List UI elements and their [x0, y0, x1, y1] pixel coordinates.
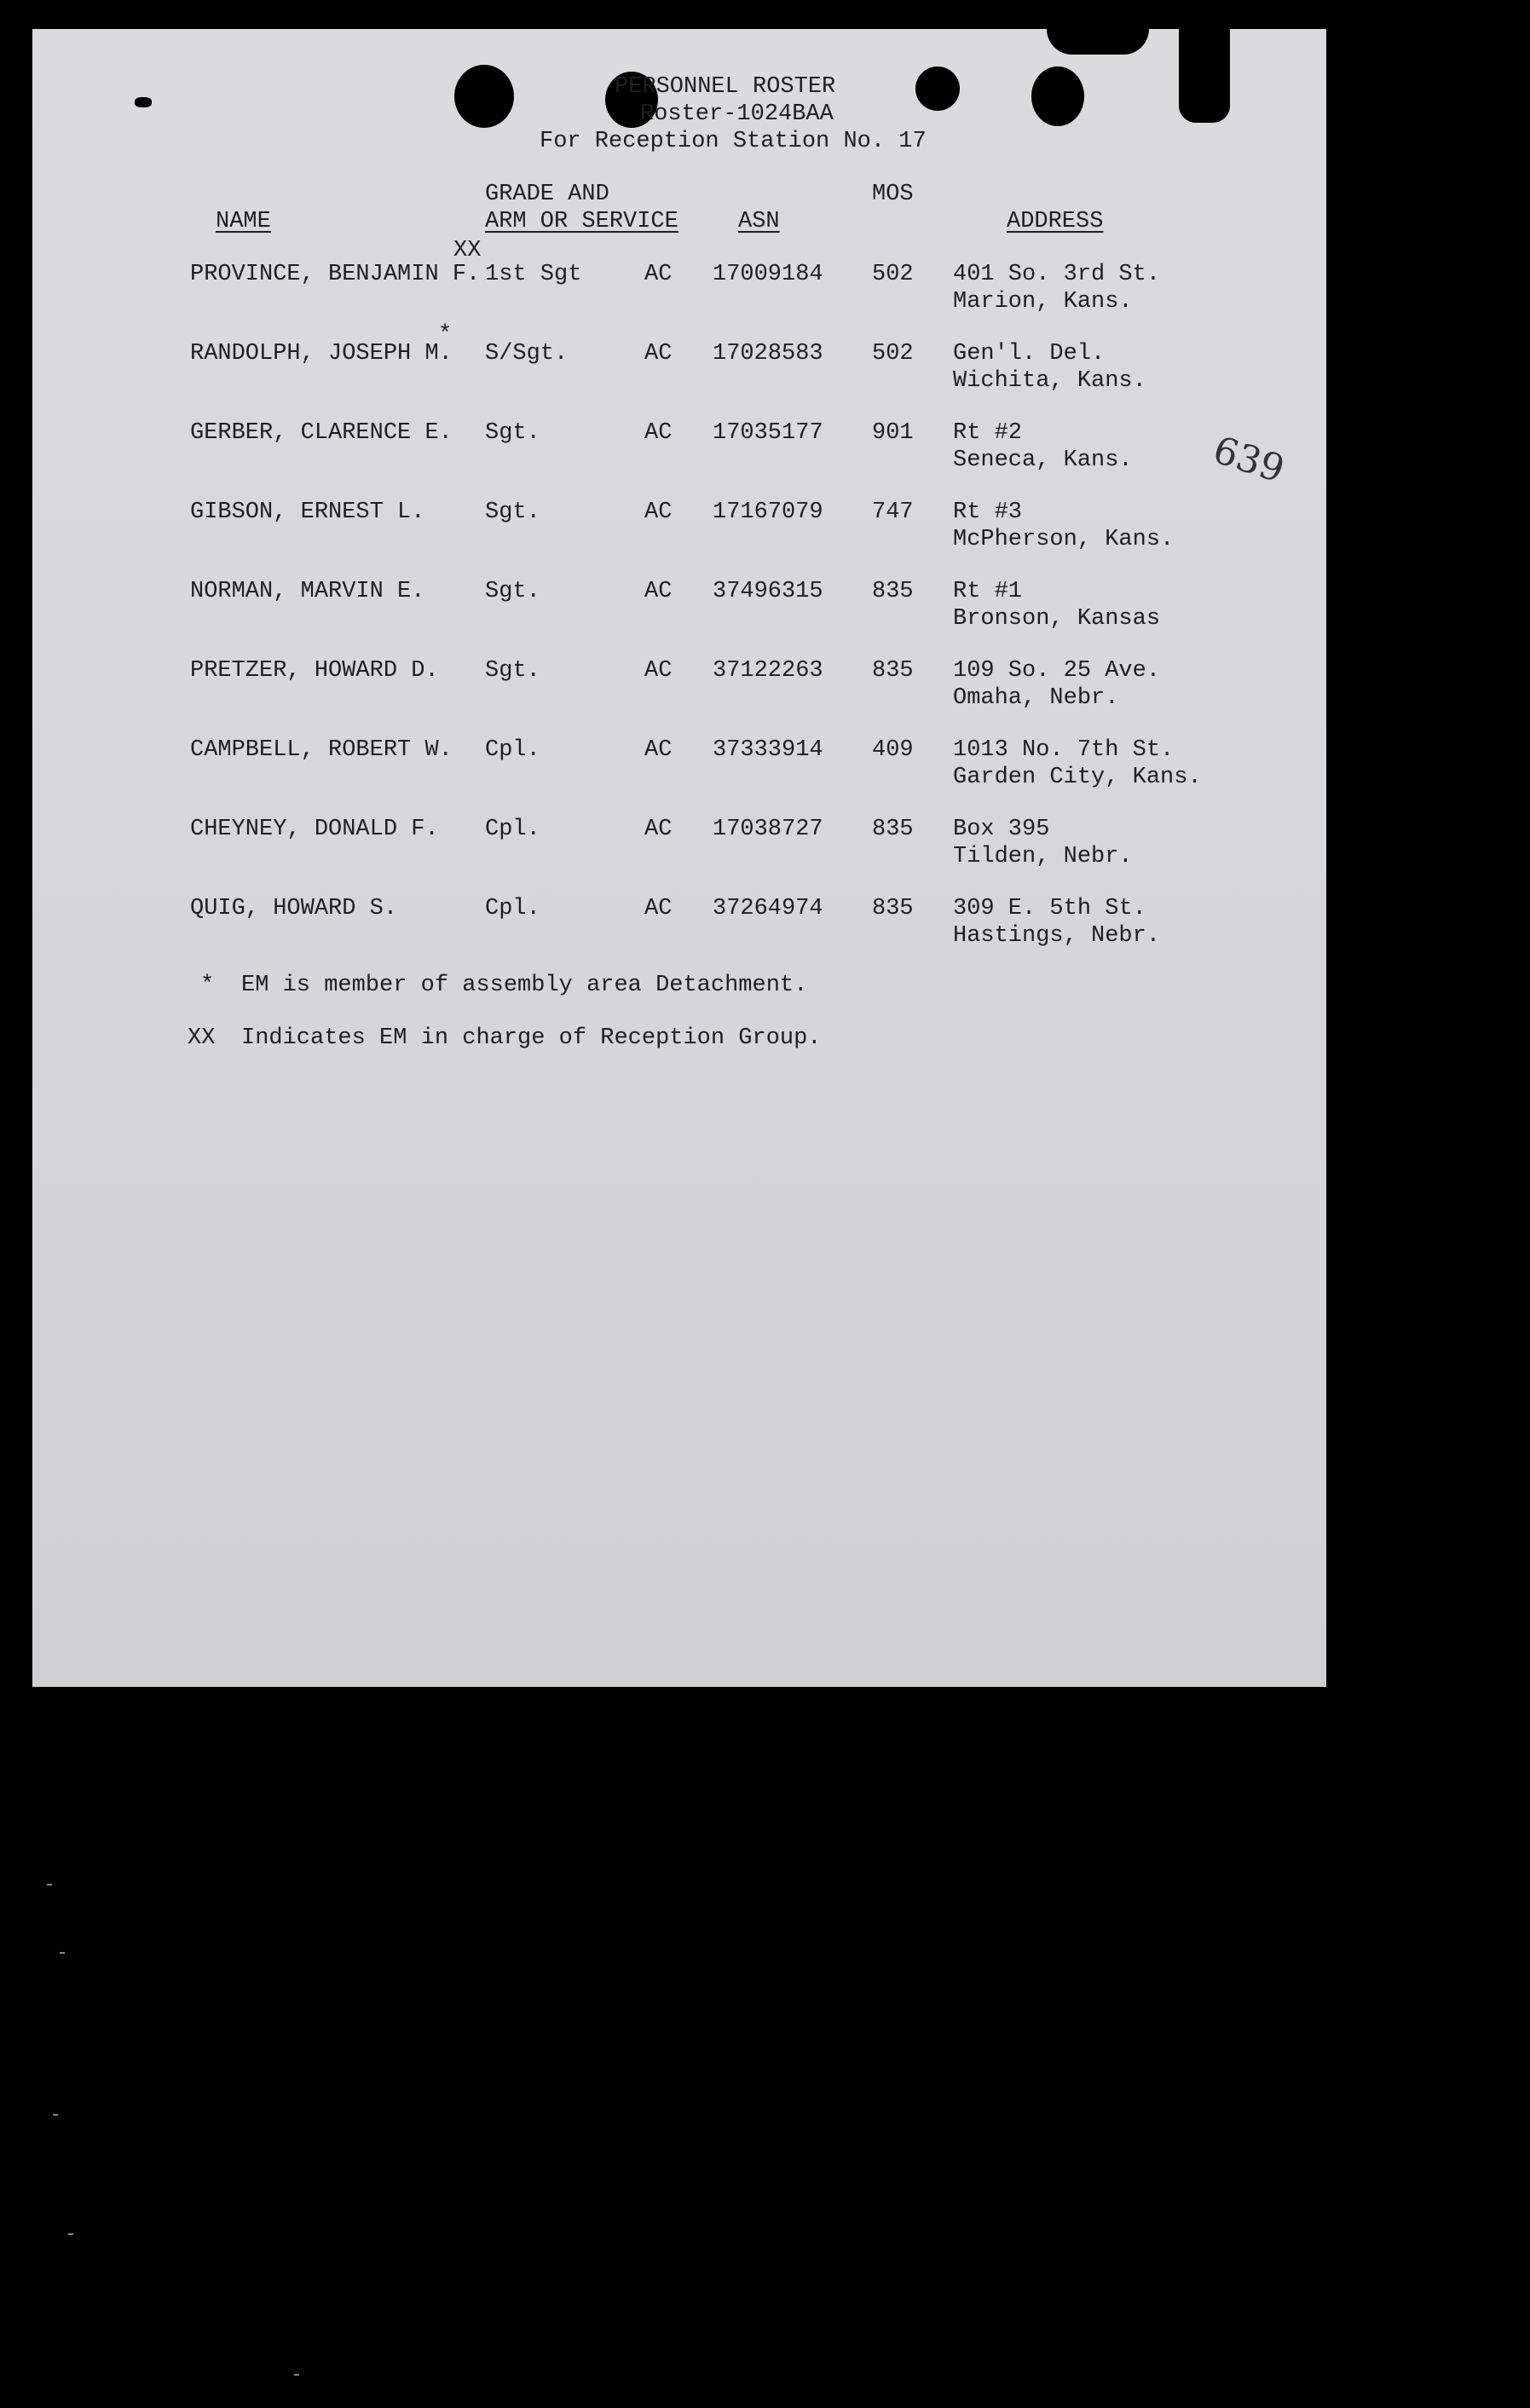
cell-grade: Sgt. — [485, 420, 540, 446]
cell-service: AC — [644, 579, 673, 604]
cell-address-line1: Rt #2 — [953, 420, 1023, 446]
cell-grade: S/Sgt. — [485, 341, 569, 367]
cell-asn: 37333914 — [713, 737, 823, 763]
cell-grade: Cpl. — [485, 737, 540, 763]
cell-ssn: 835 — [872, 579, 914, 604]
column-header-grade-1: GRADE AND — [485, 182, 609, 207]
cell-address-line1: Box 395 — [953, 817, 1050, 842]
cell-ssn: 835 — [872, 817, 914, 842]
document-page — [32, 29, 1326, 1687]
scan-speck — [294, 2374, 299, 2376]
cell-ssn: 502 — [872, 262, 914, 287]
scan-blot — [135, 97, 152, 107]
cell-address-line2: Bronson, Kansas — [953, 606, 1161, 632]
cell-service: AC — [644, 341, 673, 367]
row-marker: * — [438, 322, 453, 348]
cell-address-line1: 401 So. 3rd St. — [953, 262, 1161, 287]
cell-asn: 37264974 — [713, 896, 823, 921]
column-header-grade-2: ARM OR SERVICE — [485, 209, 678, 234]
cell-address-line1: Gen'l. Del. — [953, 341, 1106, 367]
cell-asn: 17028583 — [713, 341, 823, 367]
cell-service: AC — [644, 737, 673, 763]
cell-asn: 37496315 — [713, 579, 823, 604]
cell-address-line2: Omaha, Nebr. — [953, 685, 1119, 711]
cell-ssn: 901 — [872, 420, 914, 446]
punch-hole — [1031, 66, 1084, 126]
cell-asn: 37122263 — [713, 658, 823, 684]
handwritten-page-number: 639 — [1208, 428, 1290, 492]
scan-speck — [53, 2114, 58, 2116]
cell-grade: Sgt. — [485, 658, 540, 684]
cell-asn: 17035177 — [713, 420, 823, 446]
cell-address-line1: 1013 No. 7th St. — [953, 737, 1175, 763]
cell-asn: 17038727 — [713, 817, 823, 842]
cell-address-line1: 109 So. 25 Ave. — [953, 658, 1161, 684]
cell-name: CAMPBELL, ROBERT W. — [190, 737, 453, 763]
scan-blot — [1179, 29, 1230, 123]
cell-service: AC — [644, 500, 673, 525]
note-text: EM is member of assembly area Detachment. — [241, 973, 808, 998]
cell-address-line2: Seneca, Kans. — [953, 448, 1133, 473]
cell-address-line2: McPherson, Kans. — [953, 527, 1175, 552]
cell-grade: Sgt. — [485, 500, 540, 525]
cell-address-line2: Tilden, Nebr. — [953, 844, 1133, 869]
cell-grade: Cpl. — [485, 896, 540, 921]
cell-name: CHEYNEY, DONALD F. — [190, 817, 439, 842]
cell-name: NORMAN, MARVIN E. — [190, 579, 425, 604]
cell-ssn: 835 — [872, 896, 914, 921]
punch-hole — [915, 66, 960, 111]
cell-asn: 17167079 — [713, 500, 823, 525]
column-header-address: ADDRESS — [1007, 209, 1104, 234]
row-marker: XX — [453, 238, 482, 263]
roster-number: Roster-1024BAA — [640, 101, 834, 127]
cell-grade: 1st Sgt — [485, 262, 582, 287]
cell-service: AC — [644, 420, 673, 446]
scan-speck — [68, 2233, 73, 2235]
cell-ssn: 409 — [872, 737, 914, 763]
scan-speck — [47, 1884, 52, 1885]
cell-address-line2: Marion, Kans. — [953, 289, 1133, 315]
note-text: Indicates EM in charge of Reception Group. — [241, 1025, 822, 1051]
punch-hole — [454, 65, 514, 128]
column-header-mos: MOS — [872, 182, 914, 207]
note-symbol: XX — [188, 1025, 216, 1051]
cell-name: PRETZER, HOWARD D. — [190, 658, 439, 684]
cell-address-line1: Rt #3 — [953, 500, 1023, 525]
cell-name: GERBER, CLARENCE E. — [190, 420, 453, 446]
cell-grade: Sgt. — [485, 579, 540, 604]
cell-asn: 17009184 — [713, 262, 823, 287]
cell-ssn: 835 — [872, 658, 914, 684]
cell-name: PROVINCE, BENJAMIN F. — [190, 262, 481, 287]
station-line: For Reception Station No. 17 — [540, 129, 927, 154]
column-header-asn: ASN — [738, 209, 780, 234]
scan-speck — [60, 1952, 65, 1954]
cell-ssn: 502 — [872, 341, 914, 367]
scan-blot — [1047, 29, 1149, 55]
note-symbol: * — [200, 973, 215, 998]
cell-ssn: 747 — [872, 500, 914, 525]
cell-service: AC — [644, 262, 673, 287]
cell-address-line2: Wichita, Kans. — [953, 368, 1146, 394]
cell-service: AC — [644, 658, 673, 684]
cell-service: AC — [644, 817, 673, 842]
cell-address-line2: Hastings, Nebr. — [953, 923, 1161, 949]
cell-address-line2: Garden City, Kans. — [953, 765, 1202, 790]
cell-address-line1: 309 E. 5th St. — [953, 896, 1146, 921]
cell-name: QUIG, HOWARD S. — [190, 896, 398, 921]
cell-name: GIBSON, ERNEST L. — [190, 500, 425, 525]
column-header-name: NAME — [216, 209, 271, 234]
document-title: PERSONNEL ROSTER — [615, 74, 836, 100]
cell-address-line1: Rt #1 — [953, 579, 1023, 604]
cell-service: AC — [644, 896, 673, 921]
cell-name: RANDOLPH, JOSEPH M. — [190, 341, 453, 367]
cell-grade: Cpl. — [485, 817, 540, 842]
